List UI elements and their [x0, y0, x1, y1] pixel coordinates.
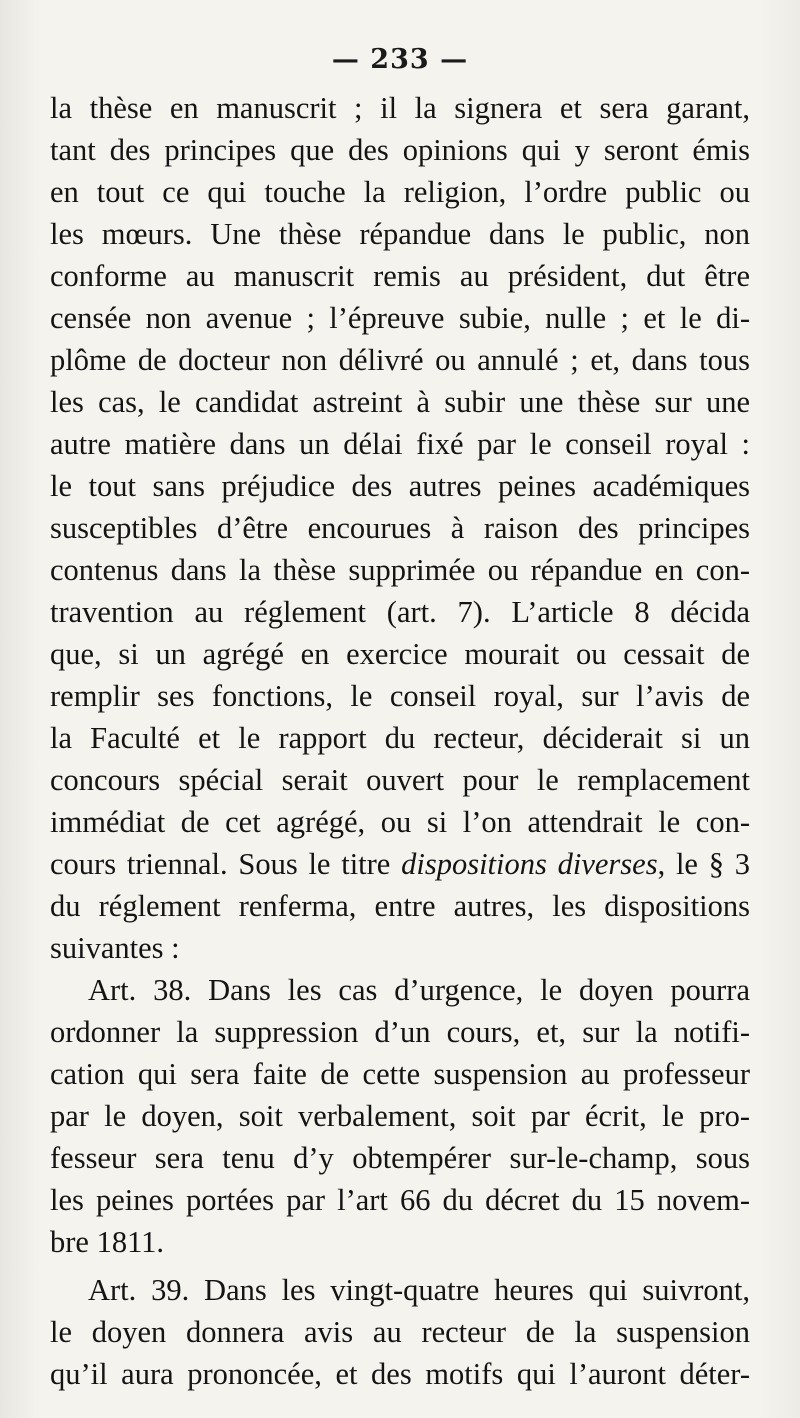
text-line: autre matière dans un délai fixé par le conseil royal : — [50, 427, 750, 461]
italic-title: dispositions diverses — [401, 847, 658, 881]
text-line: immédiat de cet agrégé, ou si l’on attendrait le con- — [50, 805, 750, 839]
text-line: par le doyen, soit verbalement, soit par écrit, le pro- — [50, 1099, 750, 1133]
text-line: en tout ce qui touche la religion, l’ordre public ou — [50, 175, 750, 209]
body-text — [50, 87, 750, 1395]
text-line: les mœurs. Une thèse répandue dans le public, non — [50, 217, 750, 251]
text-segment: cours triennal. Sous le titre — [50, 847, 391, 881]
text-line: susceptibles d’être encourues à raison des principes — [50, 511, 750, 545]
text-line: que, si un agrégé en exercice mourait ou cessait de — [50, 637, 750, 671]
text-line: tant des principes que des opinions qui y seront émis — [50, 133, 750, 167]
text-line-mixed — [50, 843, 750, 885]
text-line: le tout sans préjudice des autres peines académiques — [50, 469, 750, 503]
article-39-line: Art. 39. Dans les vingt-quatre heures qui suivront, — [88, 1273, 750, 1307]
text-line: conforme au manuscrit remis au président, dut être — [50, 259, 750, 293]
text-line: plôme de docteur non délivré ou annulé ; et, dans tous — [50, 343, 750, 377]
text-line: bre 1811. — [50, 1225, 165, 1259]
text-line: la thèse en manuscrit ; il la signera et sera garant, — [50, 91, 750, 125]
text-line: la Faculté et le rapport du recteur, déciderait si un — [50, 721, 750, 755]
text-line: censée non avenue ; l’épreuve subie, nulle ; et le di- — [50, 301, 750, 335]
text-line: remplir ses fonctions, le conseil royal, sur l’avis de — [50, 679, 750, 713]
text-line: les peines portées par l’art 66 du décret du 15 novem- — [50, 1183, 750, 1217]
text-line: qu’il aura prononcée, et des motifs qui l’auront déter- — [50, 1357, 750, 1391]
text-line: suivantes : — [50, 931, 180, 965]
text-line: fesseur sera tenu d’y obtempérer sur-le-champ, sous — [50, 1141, 750, 1175]
text-line: concours spécial serait ouvert pour le remplacement — [50, 763, 750, 797]
text-line: travention au réglement (art. 7). L’article 8 décida — [50, 595, 750, 629]
text-line: contenus dans la thèse supprimée ou répandue en con- — [50, 553, 750, 587]
article-38-line: Art. 38. Dans les cas d’urgence, le doyen pourra — [88, 973, 750, 1007]
text-line: ordonner la suppression d’un cours, et, sur la notifi- — [50, 1015, 750, 1049]
text-line: les cas, le candidat astreint à subir une thèse sur une — [50, 385, 750, 419]
text-line: cation qui sera faite de cette suspension au professeur — [50, 1057, 750, 1091]
text-line: du réglement renferma, entre autres, les dispositions — [50, 889, 750, 923]
text-segment: , le § 3 — [657, 847, 750, 881]
text-line: le doyen donnera avis au recteur de la suspension — [50, 1315, 750, 1349]
page-number: — 233 — — [331, 44, 469, 75]
